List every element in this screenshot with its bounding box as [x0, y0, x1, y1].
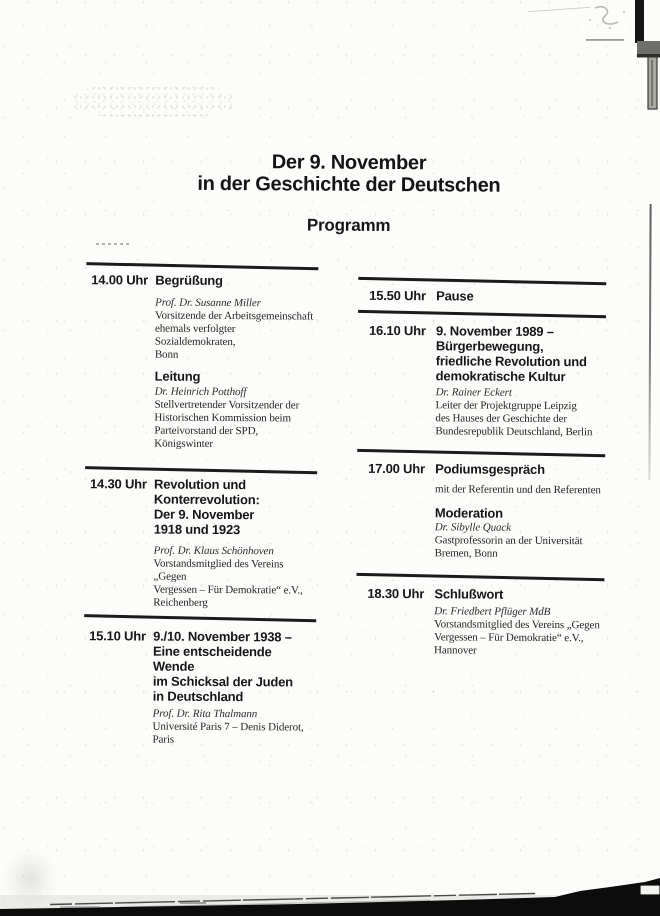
session-title-line: Revolution und Konterrevolution: — [153, 476, 260, 508]
session-title-line: friedliche Revolution und — [435, 353, 587, 370]
program-subtitle: Programm — [306, 215, 391, 236]
role-subhead: Moderation — [434, 504, 503, 521]
session-title-line: in Deutschland — [152, 688, 244, 704]
speaker-name: Prof. Dr. Susanne Miller — [155, 296, 261, 309]
session-november-1989 — [357, 323, 606, 440]
divider-rule — [358, 277, 606, 285]
speaker-detail-line: Stellvertretender Vorsitzender der — [154, 398, 300, 411]
speaker-detail-line: Historischen Kommission beim — [154, 411, 292, 424]
session-podiumsgespraech — [357, 460, 606, 561]
speaker-detail-line: Bremen, Bonn — [434, 546, 498, 560]
speaker-block — [435, 521, 605, 561]
session-revolution — [84, 476, 317, 610]
speaker-detail-line: Université Paris 7 – Denis Diderot, Paris — [152, 720, 304, 746]
session-title-line: Der 9. November — [153, 506, 255, 523]
speaker-name: Dr. Rainer Eckert — [435, 386, 512, 399]
session-november-1938 — [83, 628, 316, 747]
session-time: 14.30 Uhr — [90, 476, 147, 492]
speaker-name: Dr. Sibylle Quack — [434, 520, 512, 534]
speaker-block — [153, 545, 316, 611]
session-title-line: 1918 und 1923 — [153, 521, 241, 538]
speaker-name: Prof. Dr. Rita Thalmann — [152, 707, 258, 720]
speaker-detail-line: Gastprofessorin an der Universität — [434, 533, 583, 547]
session-title-line: Schlußwort — [434, 586, 504, 602]
divider-rule — [356, 572, 604, 580]
session-note: mit der Referentin und den Referenten — [434, 482, 601, 496]
speaker-detail-line: Reichenberg — [153, 596, 208, 609]
speaker-detail-line: Bonn — [154, 348, 179, 361]
speaker-block — [434, 605, 604, 658]
session-time: 16.10 Uhr — [368, 322, 426, 339]
speaker-block — [435, 386, 605, 439]
session-title-line: Bürgerbewegung, — [435, 338, 544, 354]
speaker-block — [155, 296, 318, 362]
speaker-name: Dr. Friedbert Pflüger MdB — [434, 605, 551, 619]
speaker-detail-line: des Hauses der Geschichte der — [435, 412, 567, 426]
session-title-line: im Schicksal der Juden — [152, 673, 293, 689]
divider-rule — [357, 449, 605, 457]
session-time: 17.00 Uhr — [368, 460, 425, 476]
divider-rule — [358, 309, 606, 317]
speaker-detail-line: Parteivorstand der SPD, Königswinter — [154, 424, 259, 450]
session-title-line: Eine entscheidende Wende — [152, 643, 272, 674]
session-title-line: Begrüßung — [155, 272, 223, 288]
session-title-line: Pause — [436, 287, 474, 304]
speaker-detail-line: Hannover — [433, 644, 477, 657]
speaker-detail-line: Vergessen – Für Demokratie“ e.V., — [153, 583, 303, 597]
page-title-line2: in der Geschichte der Deutschen — [197, 172, 501, 197]
document-header — [19, 150, 660, 238]
session-title-line: demokratische Kultur — [435, 368, 566, 385]
session-title-line: 9. November 1989 – — [435, 323, 554, 340]
session-time: 15.10 Uhr — [89, 627, 146, 644]
session-pause — [358, 287, 606, 304]
speaker-detail-line: ehemals verfolgter Sozialdemokraten, — [154, 322, 236, 348]
session-time: 15.50 Uhr — [369, 287, 426, 303]
divider-rule — [86, 262, 318, 270]
role-subhead: Leitung — [154, 368, 201, 384]
program-column-left — [83, 254, 318, 747]
speaker-detail-line: Vorstandsmitglied des Vereins „Gegen — [153, 557, 284, 583]
session-time: 18.30 Uhr — [367, 585, 425, 602]
program-column-right — [356, 262, 606, 659]
speaker-name: Dr. Heinrich Potthoff — [154, 385, 247, 398]
speaker-block — [152, 707, 315, 747]
page-title-line1: Der 9. November — [271, 151, 427, 175]
speaker-detail-line: Bundesrepublik Deutschland, Berlin — [435, 425, 593, 439]
session-begruessung — [85, 272, 318, 451]
speaker-name: Prof. Dr. Klaus Schönhoven — [153, 544, 274, 558]
speaker-detail-line: Leiter der Projektgruppe Leipzig — [435, 399, 577, 413]
session-time: 14.00 Uhr — [91, 271, 149, 288]
speaker-detail-line: Vorsitzende der Arbeitsgemeinschaft — [155, 309, 314, 323]
speaker-detail-line: Vergessen – Für Demokratie“ e.V., — [434, 631, 584, 645]
speaker-detail-line: Vorstandsmitglied des Vereins „Gegen — [434, 618, 600, 632]
session-title-line: Podiumsgespräch — [435, 460, 545, 477]
speaker-block — [154, 385, 317, 451]
divider-rule — [84, 614, 316, 622]
session-schlusswort — [356, 586, 604, 659]
divider-rule — [85, 466, 317, 474]
session-title-line: 9./10. November 1938 – — [153, 628, 292, 644]
